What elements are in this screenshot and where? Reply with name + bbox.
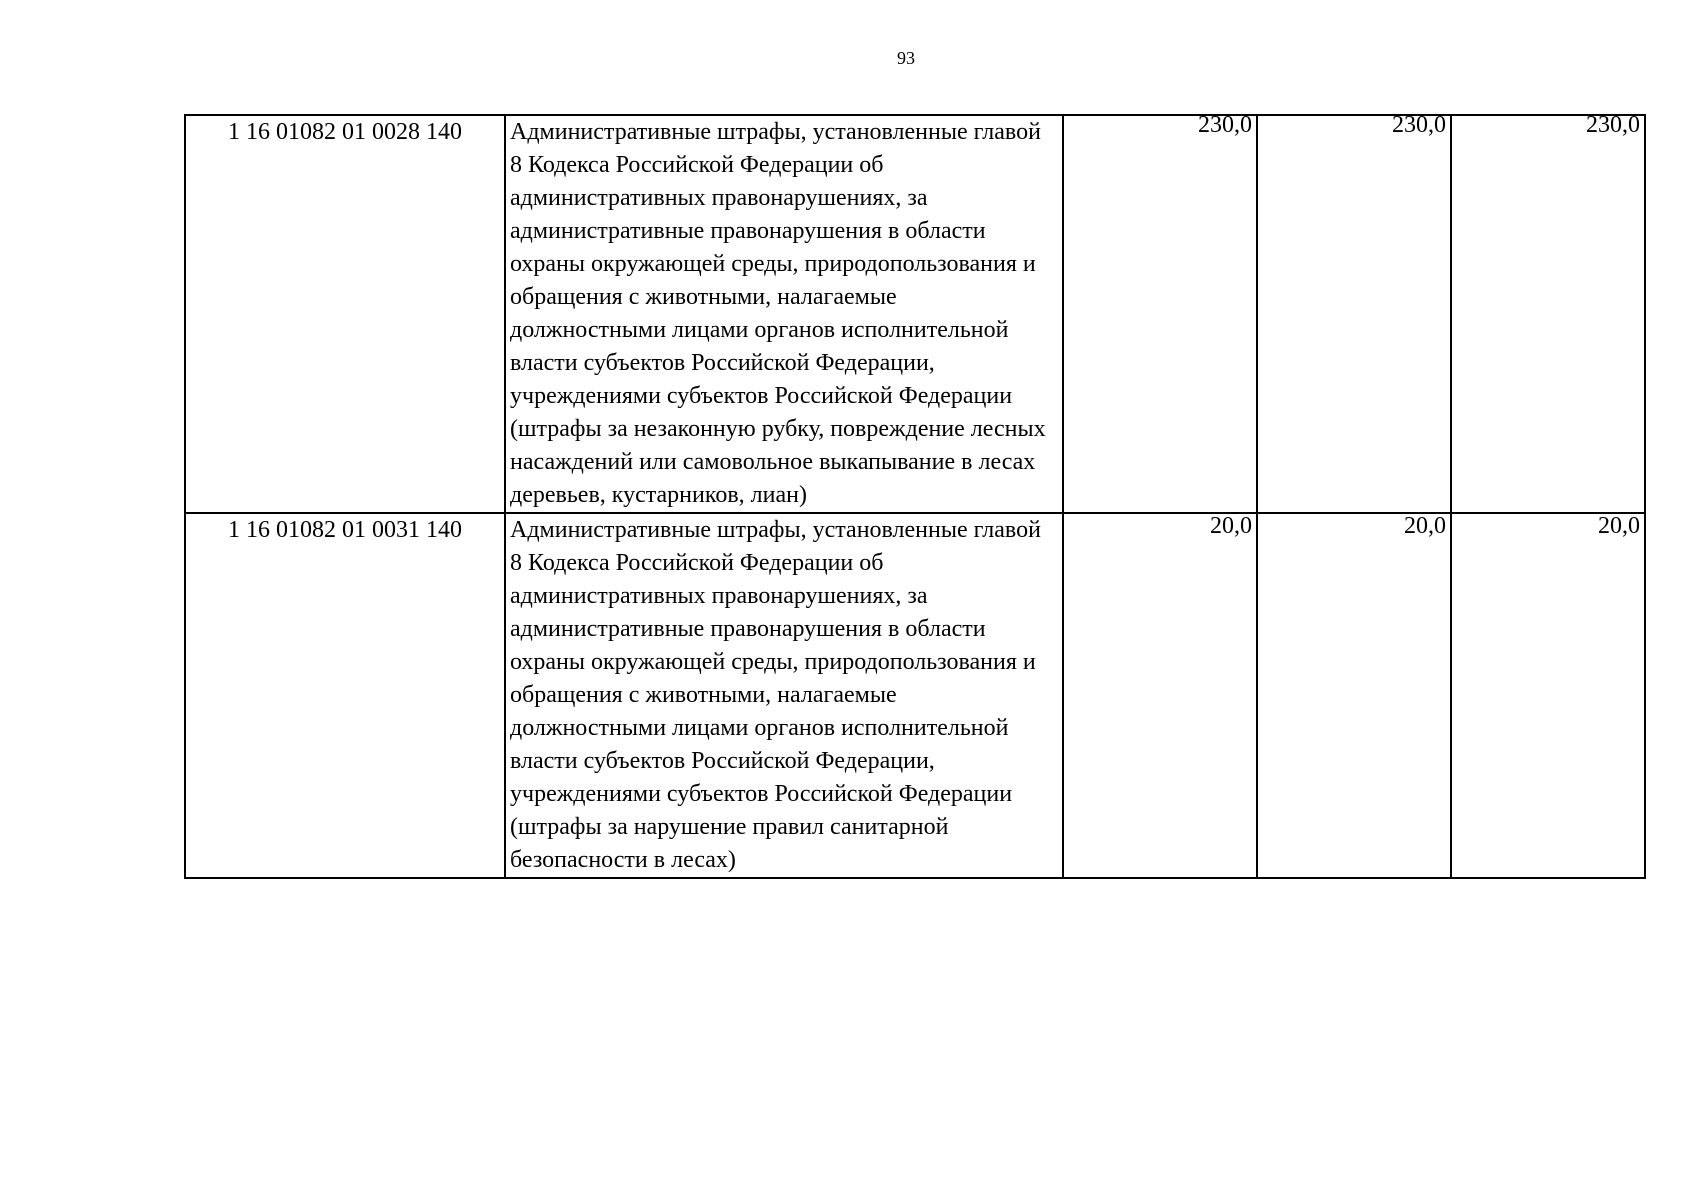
amount-cell-1 [1063,513,1257,878]
page-number: 93 [897,48,915,68]
amount-cell-2 [1257,513,1451,878]
amount-cell-1 [1063,112,1257,513]
amount-value: 230,0 [1392,112,1446,138]
amount-value: 20,0 [1598,513,1640,539]
table-row [185,513,1645,878]
table-row [185,115,1645,513]
amount-value: 20,0 [1404,513,1446,539]
budget-table [184,114,1646,879]
amount-value: 230,0 [1198,112,1252,138]
budget-code-cell: 1 16 01082 01 0031 140 [185,513,505,878]
amount-cell-3 [1451,513,1645,878]
amount-value: 20,0 [1210,513,1252,539]
description-cell: Административные штрафы, установленные главой 8 Кодекса Российской Федерации об административных правонарушениях, за административные правонарушения в области охраны окружающей среды, природопользования и обращения с животными, налагаемые должностными лицами органов исполнительной власти субъектов Российской Федерации, учреждениями субъектов Российской Федерации (штрафы за незаконную рубку, повреждение лесных насаждений или самовольное выкапывание в лесах деревьев, кустарников, лиан) [505,115,1063,513]
budget-code-cell: 1 16 01082 01 0028 140 [185,115,505,513]
description-cell: Административные штрафы, установленные главой 8 Кодекса Российской Федерации об административных правонарушениях, за административные правонарушения в области охраны окружающей среды, природопользования и обращения с животными, налагаемые должностными лицами органов исполнительной власти субъектов Российской Федерации, учреждениями субъектов Российской Федерации (штрафы за нарушение правил санитарной безопасности в лесах) [505,513,1063,878]
amount-value: 230,0 [1586,112,1640,138]
amount-cell-3 [1451,112,1645,513]
amount-cell-2 [1257,112,1451,513]
